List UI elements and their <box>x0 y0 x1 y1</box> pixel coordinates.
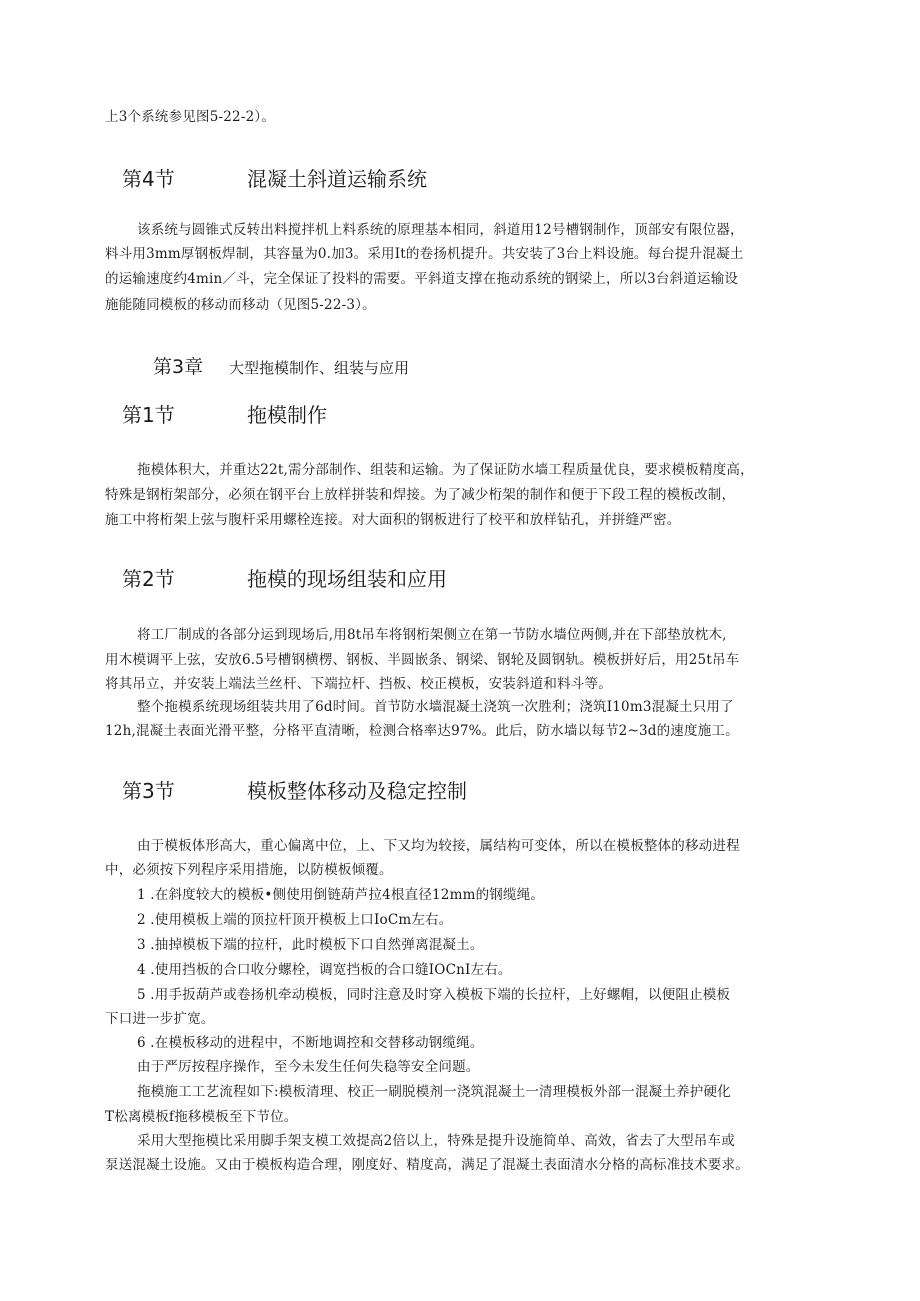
paragraph-line: 12h,混凝土表面光滑平整，分格平直清晰，检测合格率达97%。此后，防水墙以每节2~3d的速度施工。 <box>105 723 739 739</box>
paragraph-line: 由于严厉按程序操作，至今未发生任何失稳等安全问题。 <box>137 1059 480 1075</box>
paragraph-line: 的运输速度约4min／斗，完全保证了投料的需要。平斜道支撑在拖动系统的钢梁上，所以3台斜道运输设 <box>105 271 739 287</box>
paragraph-line: 将工厂制成的各部分运到现场后,用8t吊车将钢桁架侧立在第一节防水墙位两侧,并在下部垫放枕木, <box>137 627 727 643</box>
paragraph-line: 整个拖模系统现场组装共用了6d时间。首节防水墙混凝土浇筑一次胜利；浇筑I10m3混凝土只用了 <box>137 699 734 715</box>
paragraph-line: 用木模调平上弦，安放6.5号槽钢横楞、钢板、半圆嵌条、钢梁、钢轮及圆钢轨。模板拼好后，用25t吊车 <box>105 652 740 668</box>
chapter-3-title: 大型拖模制作、组装与应用 <box>229 359 410 377</box>
section-2-number: 第2节 <box>122 567 175 591</box>
paragraph-line: 料斗用3mm厚钢板焊制，其容量为0.加3。采用It的卷扬机提升。共安装了3台上料设施。每台提升混凝土 <box>105 246 744 262</box>
section-2-title: 拖模的现场组装和应用 <box>247 567 447 591</box>
intro-paragraph-line: 上3个系统参见图5-22-2）。 <box>105 109 276 125</box>
paragraph-line: 将其吊立，并安装上端法兰丝杆、下端拉杆、挡板、校正模板，安装斜道和料斗等。 <box>105 676 612 692</box>
paragraph-line: 下口进一步扩宽。 <box>105 1011 215 1027</box>
section-2-heading <box>122 565 582 593</box>
paragraph-line: 采用大型拖模比采用脚手架支模工效提高2倍以上，特殊是提升设施简单、高效，省去了大型吊车或 <box>137 1133 735 1149</box>
paragraph-line: 由于模板体形高大，重心偏离中位，上、下又均为较接，属结构可变体，所以在模板整体的移动进程 <box>137 838 740 854</box>
section-3-number: 第3节 <box>122 779 175 803</box>
paragraph-line: 泵送混凝土设施。又由于模板构造合理，刚度好、精度高，满足了混凝土表面清水分格的高标准技术要求。 <box>105 1157 749 1173</box>
paragraph-line: 该系统与圆锥式反转出料搅拌机上料系统的原理基本相同，斜道用12号槽钢制作，顶部安有限位器， <box>137 222 744 238</box>
list-item: 6 .在模板移动的进程中，不断地调控和交替移动钢缆绳。 <box>137 1035 484 1051</box>
list-item: 3 .抽掉模板下端的拉杆，此时模板下口自然弹离混凝土。 <box>137 937 484 953</box>
section-4-number: 第4节 <box>122 167 175 191</box>
chapter-3-heading <box>153 354 453 382</box>
section-1-title: 拖模制作 <box>247 403 327 427</box>
list-item: 2 .使用模板上端的顶拉杆顶开模板上口IoCm左右。 <box>137 912 453 928</box>
list-item: 4 .使用挡板的合口收分螺栓，调宽挡板的合口缝IOCnI左右。 <box>137 962 512 978</box>
paragraph-line: 拖模施工工艺流程如下:模板清理、校正一刷脱模剂一浇筑混凝土一清理模板外部一混凝土养护硬化 <box>137 1084 731 1100</box>
section-1-number: 第1节 <box>122 403 175 427</box>
paragraph-line: T松离模板f拖移模板至下节位。 <box>105 1109 298 1125</box>
paragraph-line: 拖模体积大，并重达22t,需分部制作、组装和运输。为了保证防水墙工程质量优良，要求模板精度高， <box>137 462 754 478</box>
section-4-title: 混凝土斜道运输系统 <box>247 167 427 191</box>
list-item: 1 .在斜度较大的模板•侧使用倒链葫芦拉4根直径12mm的钢缆绳。 <box>137 887 545 903</box>
paragraph-line: 中，必须按下列程序采用措施，以防模板倾覆。 <box>105 862 393 878</box>
chapter-3-number: 第3章 <box>153 356 204 378</box>
list-item: 5 .用手扳葫芦或卷扬机牵动模板，同时注意及时穿入模板下端的长拉杆，上好螺帽，以便阻止模板 <box>137 987 731 1003</box>
section-3-heading <box>122 777 602 805</box>
section-4-heading <box>122 165 542 193</box>
section-1-heading <box>122 401 542 429</box>
section-3-title: 模板整体移动及稳定控制 <box>247 779 467 803</box>
paragraph-line: 施能随同模板的移动而移动（见图5-22-3）。 <box>105 297 376 313</box>
paragraph-line: 施工中将桁架上弦与腹杆采用螺栓连接。对大面积的钢板进行了校平和放样钻孔，并拼缝严密。 <box>105 512 681 528</box>
paragraph-line: 特殊是钢桁架部分，必须在钢平台上放样拼装和焊接。为了减少桁架的制作和便于下段工程的模板改制， <box>105 487 736 503</box>
